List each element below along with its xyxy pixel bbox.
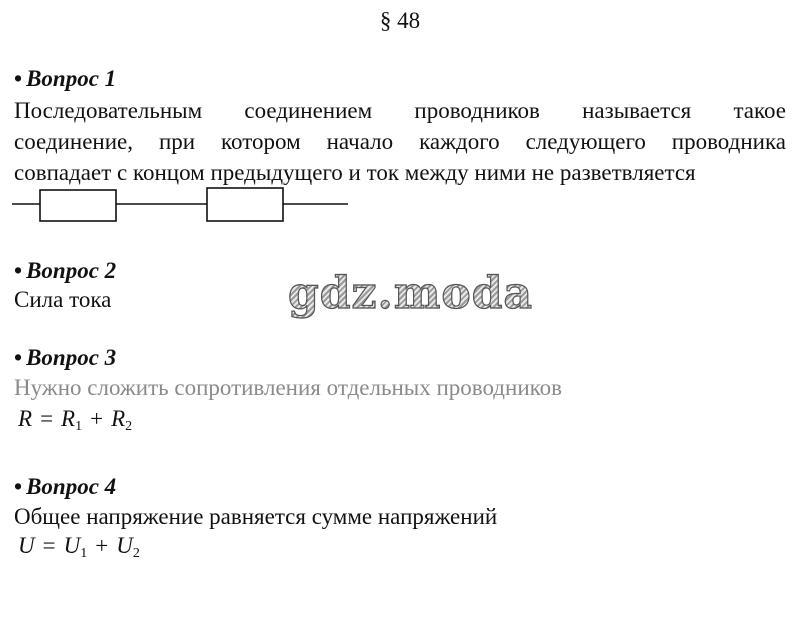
formula-term-1: U <box>63 533 81 558</box>
bullet: • <box>14 474 23 499</box>
formula-sub-1: 1 <box>80 546 88 561</box>
question-1-title: Вопрос 1 <box>26 66 117 91</box>
formula-plus: + <box>95 533 109 558</box>
question-4-title: Вопрос 4 <box>26 474 117 499</box>
answer-line-1: Последовательным соединением проводников называется такое <box>14 98 786 123</box>
formula-sub-2: 2 <box>132 546 140 561</box>
watermark-logo: gdz.moda <box>288 268 534 319</box>
formula-equals: = <box>40 406 54 431</box>
question-3-answer: Нужно сложить сопротивления отдельных проводников <box>14 375 562 400</box>
question-2-answer: Сила тока <box>14 287 112 312</box>
formula-term-2: U <box>116 533 133 558</box>
section-title: § 48 <box>379 8 421 33</box>
answer-line-2: соединение, при котором начало каждого следующего проводника <box>14 129 786 154</box>
question-1-heading <box>14 66 116 92</box>
answer-line-3: совпадает с концом предыдущего и ток между ними не разветвляется <box>14 160 696 185</box>
formula-voltage <box>18 533 140 562</box>
series-circuit-diagram <box>12 184 352 228</box>
bullet: • <box>14 258 23 283</box>
formula-equals: = <box>42 533 56 558</box>
question-4-heading <box>14 474 116 500</box>
bullet: • <box>14 66 23 91</box>
formula-sub-2: 2 <box>125 419 133 434</box>
formula-sub-1: 1 <box>75 419 83 434</box>
question-3-title: Вопрос 3 <box>26 345 117 370</box>
question-2-title: Вопрос 2 <box>26 258 117 283</box>
formula-lhs: R <box>18 406 33 431</box>
resistor-1 <box>40 190 116 221</box>
formula-term-1: R <box>61 406 76 431</box>
formula-plus: + <box>90 406 104 431</box>
question-1-answer <box>14 95 786 188</box>
question-2-heading <box>14 258 116 284</box>
formula-resistance <box>18 406 132 435</box>
question-3-heading <box>14 345 116 371</box>
bullet: • <box>14 345 23 370</box>
question-4-answer: Общее напряжение равняется сумме напряжений <box>14 504 498 529</box>
formula-term-2: R <box>111 406 126 431</box>
formula-lhs: U <box>18 533 35 558</box>
resistor-2 <box>207 188 283 221</box>
